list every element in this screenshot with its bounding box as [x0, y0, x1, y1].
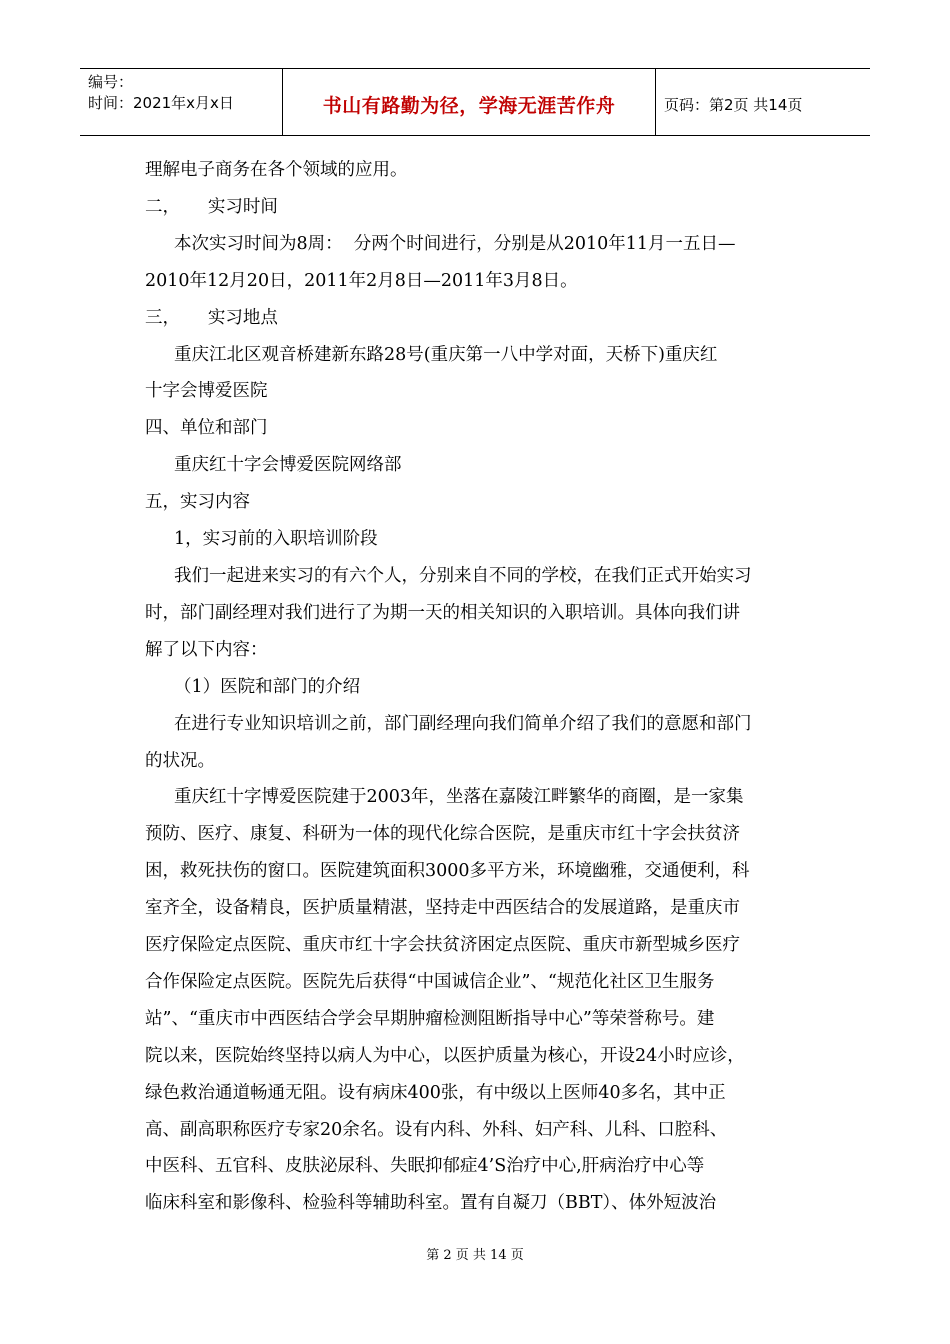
section-heading-unit: 四、单位和部门	[145, 418, 268, 439]
text-line: 中医科、五官科、皮肤泌尿科、失眠抑郁症4’S治疗中心,肝病治疗中心等	[145, 1156, 705, 1177]
text-line: 重庆红十字会博爱医院网络部	[174, 455, 402, 476]
text-line: 绿色救治通道畅通无阻。设有病床400张，有中级以上医师40多名，其中正	[145, 1082, 726, 1103]
page-header	[80, 68, 870, 136]
text-line: 2010年12月20日，2011年2月8日—2011年3月8日。	[145, 270, 578, 291]
subsection-heading: （1）医院和部门的介绍	[174, 676, 361, 697]
document-body	[145, 152, 810, 1222]
text-line: 在进行专业知识培训之前，部门副经理向我们简单介绍了我们的意愿和部门	[174, 713, 752, 734]
document-date: 时间：2021年x月x日	[88, 94, 234, 112]
text-line: 院以来，医院始终坚持以病人为中心，以医护质量为核心，开设24小时应诊，	[145, 1045, 745, 1066]
section-heading-location: 三， 实习地点	[145, 307, 278, 328]
text-line: 时，部门副经理对我们进行了为期一天的相关知识的入职培训。具体向我们讲	[145, 602, 740, 623]
header-motto: 书山有路勤为径，学海无涯苦作舟	[283, 69, 656, 135]
text-line: 理解电子商务在各个领域的应用。	[145, 160, 408, 180]
subsection-heading: 1，实习前的入职培训阶段	[174, 529, 378, 550]
text-line: 重庆红十字博爱医院建于2003年，坐落在嘉陵江畔繁华的商圈，是一家集	[174, 787, 744, 808]
page-footer: 第 2 页 共 14 页	[426, 1248, 524, 1263]
document-number: 编号：	[88, 73, 134, 91]
text-line: 的状况。	[145, 750, 215, 771]
text-line: 十字会博爱医院	[145, 381, 268, 402]
text-line: 解了以下内容：	[145, 639, 268, 660]
text-line: 站”、“重庆市中西医结合学会早期肿瘤检测阻断指导中心”等荣誉称号。建	[145, 1008, 715, 1029]
text-line: 室齐全，设备精良，医护质量精湛，坚持走中西医结合的发展道路，是重庆市	[145, 898, 740, 919]
text-line: 我们一起进来实习的有六个人，分别来自不同的学校，在我们正式开始实习	[174, 565, 752, 586]
text-line: 困，救死扶伤的窗口。医院建筑面积3000多平方米，环境幽雅，交通便利，科	[145, 861, 750, 882]
text-line: 临床科室和影像科、检验科等辅助科室。置有自凝刀（BBT）、体外短波治	[145, 1193, 717, 1214]
section-heading-time: 二， 实习时间	[145, 196, 278, 217]
header-meta	[80, 69, 283, 135]
text-line: 本次实习时间为8周： 分两个时间进行，分别是从2010年11月一五日—	[174, 233, 736, 254]
text-line: 医疗保险定点医院、重庆市红十字会扶贫济困定点医院、重庆市新型城乡医疗	[145, 935, 740, 956]
text-line: 合作保险定点医院。医院先后获得“中国诚信企业”、“规范化社区卫生服务	[145, 971, 715, 992]
text-line: 高、副高职称医疗专家20余名。设有内科、外科、妇产科、儿科、口腔科、	[145, 1119, 728, 1140]
text-line: 重庆江北区观音桥建新东路28号(重庆第一八中学对面，天桥下)重庆红	[174, 344, 718, 365]
text-line: 预防、医疗、康复、科研为一体的现代化综合医院，是重庆市红十字会扶贫济	[145, 824, 740, 845]
header-page-info: 页码：第2页 共14页	[664, 95, 803, 114]
section-heading-content: 五，实习内容	[145, 492, 250, 513]
